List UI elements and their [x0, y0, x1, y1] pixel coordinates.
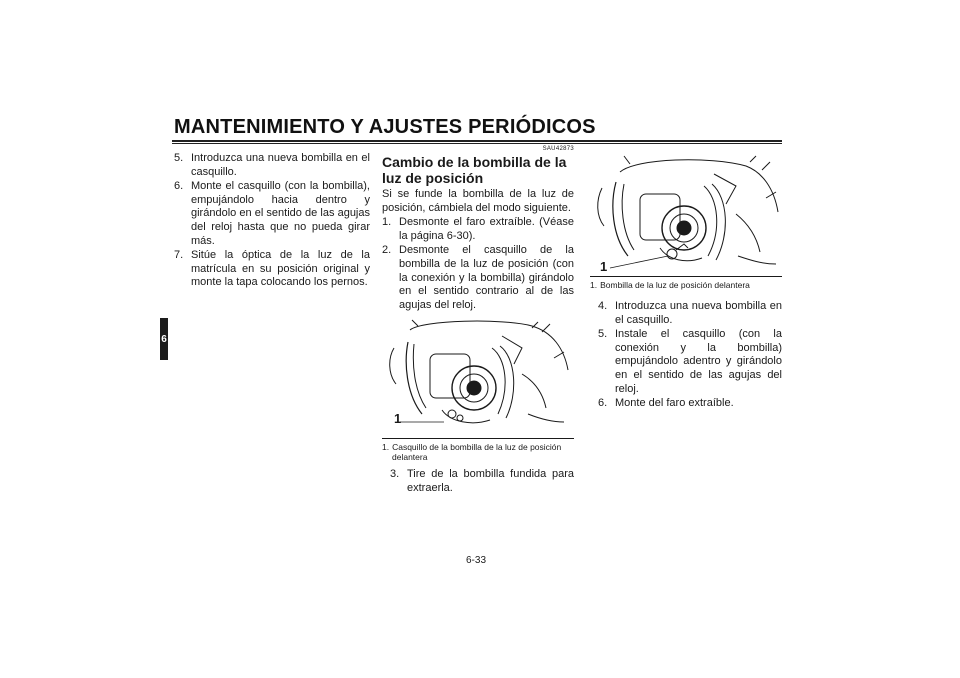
list-item: [174, 180, 370, 248]
step-number: 3.: [390, 468, 400, 481]
header-rule-thin: [172, 143, 782, 144]
figure-caption: [382, 442, 574, 462]
caption-text: Casquillo de la bombilla de la luz de posición delantera: [392, 442, 562, 463]
list-item: [598, 328, 782, 396]
figure-callout-number: 1: [600, 259, 608, 274]
section-intro: Si se funde la bombilla de la luz de posición, cámbiela del modo siguiente.: [382, 188, 574, 214]
step-text: Desmonte el casquillo de la bombilla de la luz de posición (con la conexión y la bombilla) girándolo en el sentido contrario al de las agujas del reloj.: [399, 244, 574, 311]
left-steps-list: [174, 152, 370, 290]
figure-caption: [590, 280, 782, 290]
list-item: [382, 244, 574, 312]
step-number: 5.: [174, 152, 184, 164]
page-number: 6-33: [466, 555, 487, 566]
right-steps-list: [598, 300, 782, 411]
step-text: Introduzca una nueva bombilla en el casquillo.: [191, 152, 370, 178]
middle-column: [382, 146, 574, 497]
figure-callout-number: 1: [394, 411, 402, 427]
step-text: Monte del faro extraíble.: [615, 397, 734, 410]
step-text: Instale el casquillo (con la conexión y la bombilla) empujándolo adentro y girándolo en el sentido de las agujas del reloj.: [615, 328, 782, 395]
step-number: 6.: [174, 180, 184, 193]
step-number: 2.: [382, 244, 392, 257]
list-item: [174, 249, 370, 290]
mid-steps-after-list: [390, 468, 574, 495]
step-text: Monte el casquillo (con la bombilla), empujándolo hacia dentro y girándolo en el sentido de las agujas del reloj hasta que no pueda girar más.: [191, 180, 370, 247]
list-item: [174, 152, 370, 179]
section-title: Cambio de la bombilla de la luz de posición: [382, 154, 567, 186]
mid-steps-list: [382, 216, 574, 312]
bulb-socket-illustration: [382, 318, 574, 439]
right-column: [590, 152, 782, 412]
bulb-illustration: [590, 152, 782, 277]
step-number: 1.: [382, 216, 392, 229]
caption-number: 1.: [382, 442, 390, 453]
step-text: Sitúe la óptica de la luz de la matrícula en su posición original y monte la tapa colocando los pernos.: [191, 249, 370, 289]
step-number: 5.: [598, 328, 608, 341]
left-column: [174, 152, 370, 291]
step-text: Desmonte el faro extraíble. (Véase la página 6-30).: [399, 216, 574, 242]
caption-text: Bombilla de la luz de posición delantera: [600, 280, 750, 290]
step-text: Introduzca una nueva bombilla en el casquillo.: [615, 300, 782, 326]
section-code: SAU42873: [542, 146, 574, 152]
list-item: [390, 468, 574, 495]
header-rule: [172, 140, 782, 142]
step-text: Tire de la bombilla fundida para extraerla.: [407, 468, 574, 494]
list-item: [598, 300, 782, 327]
caption-number: 1.: [590, 280, 598, 290]
list-item: [382, 216, 574, 243]
list-item: [598, 397, 782, 411]
step-number: 6.: [598, 397, 608, 410]
page-header-title: MANTENIMIENTO Y AJUSTES PERIÓDICOS: [174, 116, 596, 138]
step-number: 7.: [174, 249, 184, 262]
step-number: 4.: [598, 300, 608, 312]
chapter-tab: 6: [160, 318, 168, 360]
